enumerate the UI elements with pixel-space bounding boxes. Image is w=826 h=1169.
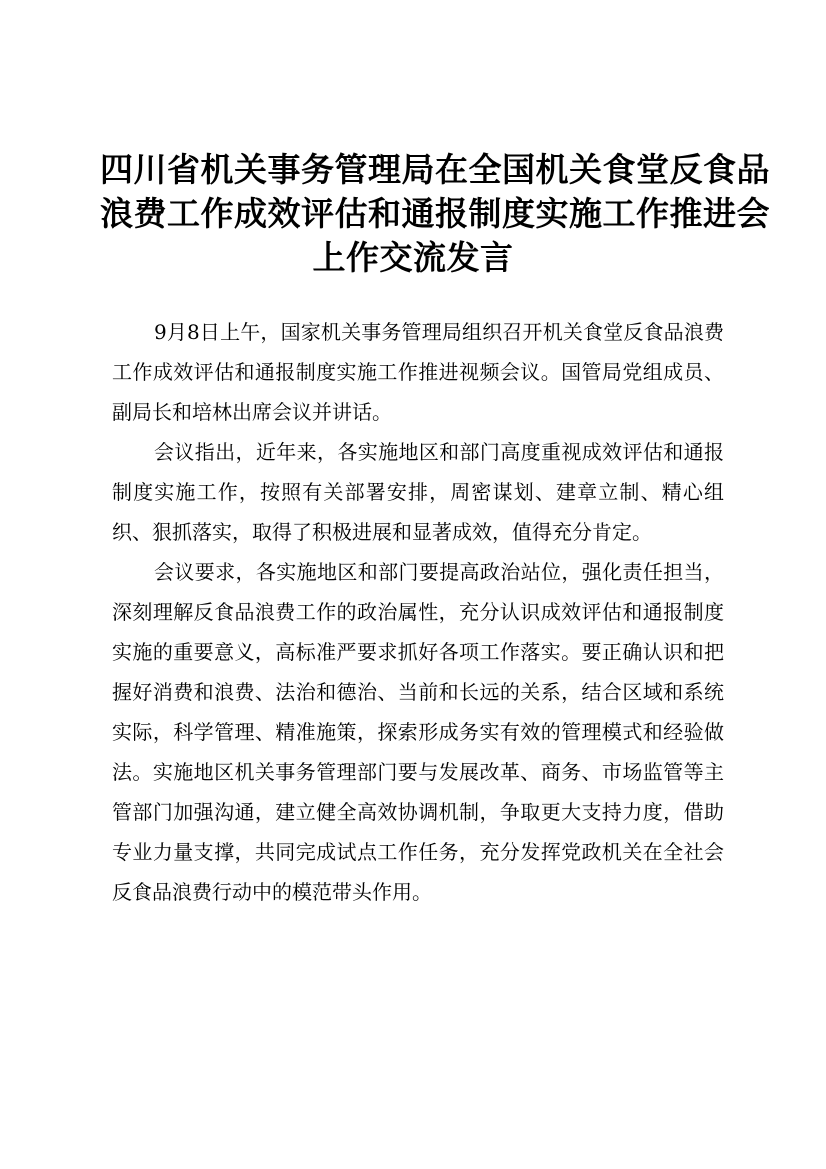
title-line-2: 浪费工作成效评估和通报制度实施工作推进会 xyxy=(100,194,770,233)
title-line-3: 上作交流发言 xyxy=(312,238,514,277)
document-title xyxy=(100,148,770,280)
document-body xyxy=(112,312,724,912)
title-line-1: 四川省机关事务管理局在全国机关食堂反食品 xyxy=(100,150,770,189)
paragraph-meeting-intro: 9月8日上午，国家机关事务管理局组织召开机关食堂反食品浪费工作成效评估和通报制度实施工作推进视频会议。国管局党组成员、副局长和培林出席会议并讲话。 xyxy=(112,320,724,424)
paragraph-meeting-findings: 会议指出，近年来，各实施地区和部门高度重视成效评估和通报制度实施工作，按照有关部署安排，周密谋划、建章立制、精心组织、狠抓落实，取得了积极进展和显著成效，值得充分肯定。 xyxy=(112,440,724,544)
paragraph-meeting-requirements: 会议要求，各实施地区和部门要提高政治站位，强化责任担当，深刻理解反食品浪费工作的政治属性，充分认识成效评估和通报制度实施的重要意义，高标准严要求抓好各项工作落实。要正确认识和把握好消费和浪费、法治和德治、当前和长远的关系，结合区域和系统实际，科学管理、精准施策，探索形成务实有效的管理模式和经验做法。实施地区机关事务管理部门要与发展改革、商务、市场监管等主管部门加强沟通，建立健全高效协调机制，争取更大支持力度，借助专业力量支撑，共同完成试点工作任务，充分发挥党政机关在全社会反食品浪费行动中的模范带头作用。 xyxy=(112,560,724,904)
